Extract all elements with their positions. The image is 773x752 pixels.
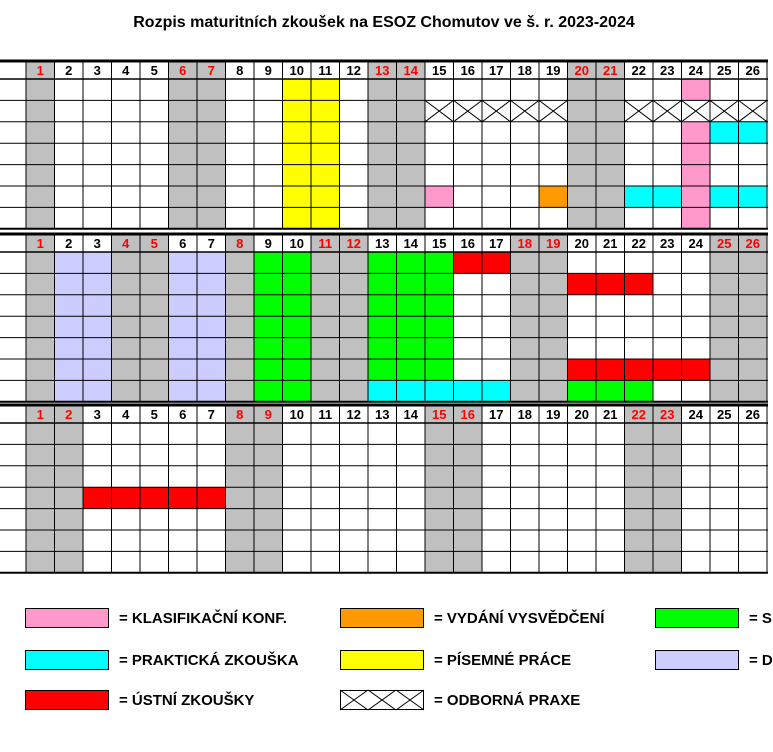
weekend-column [568, 61, 597, 229]
green-cell [283, 359, 312, 380]
prakticka-cell [482, 380, 511, 401]
day-number: 13 [375, 407, 390, 422]
pisemne-cell [311, 186, 340, 207]
green-cell [425, 252, 454, 273]
day-number: 5 [150, 63, 158, 78]
day-number: 19 [546, 63, 561, 78]
day-number: 3 [93, 407, 101, 422]
green-cell [254, 359, 283, 380]
prakticka-cell [454, 380, 483, 401]
lavender-cell [83, 252, 112, 273]
day-number: 23 [660, 63, 675, 78]
legend-swatch [655, 650, 739, 670]
green-cell [254, 316, 283, 337]
lavender-cell [169, 316, 198, 337]
day-number: 12 [346, 407, 361, 422]
lavender-cell [169, 273, 198, 294]
green-cell [568, 380, 597, 401]
green-cell [368, 316, 397, 337]
day-number: 4 [122, 236, 130, 251]
green-cell [283, 295, 312, 316]
lavender-cell [83, 295, 112, 316]
day-number: 24 [688, 63, 703, 78]
legend-item-vydani [340, 608, 660, 630]
lavender-cell [55, 295, 84, 316]
day-number: 17 [489, 236, 504, 251]
pisemne-cell [283, 143, 312, 164]
day-number: 1 [36, 407, 44, 422]
lavender-cell [169, 359, 198, 380]
klasifikacni-cell [682, 165, 711, 186]
green-cell [425, 316, 454, 337]
lavender-cell [197, 273, 226, 294]
green-cell [283, 316, 312, 337]
day-number: 11 [318, 63, 333, 78]
day-number: 24 [688, 407, 703, 422]
pisemne-cell [283, 100, 312, 121]
day-number: 6 [179, 63, 187, 78]
pisemne-cell [283, 122, 312, 143]
pisemne-cell [311, 122, 340, 143]
pisemne-cell [283, 186, 312, 207]
day-number: 2 [65, 63, 73, 78]
green-cell [625, 380, 654, 401]
ustni-cell [568, 359, 597, 380]
green-cell [283, 380, 312, 401]
green-cell [397, 338, 426, 359]
lavender-cell [55, 316, 84, 337]
green-cell [254, 295, 283, 316]
klasifikacni-cell [682, 79, 711, 100]
klasifikacni-cell [682, 143, 711, 164]
weekend-column [625, 405, 654, 573]
weekend-column [112, 234, 141, 402]
green-cell [397, 316, 426, 337]
day-number: 8 [236, 63, 244, 78]
day-number: 16 [460, 407, 475, 422]
legend-item-lavender [655, 650, 773, 672]
green-cell [368, 252, 397, 273]
day-number: 9 [264, 407, 272, 422]
day-number: 25 [717, 236, 732, 251]
lavender-cell [197, 338, 226, 359]
day-number: 22 [631, 236, 646, 251]
legend-swatch [340, 608, 424, 628]
ustni-cell [653, 359, 682, 380]
ustni-cell [625, 359, 654, 380]
prakticka-cell [739, 186, 768, 207]
weekend-column [197, 61, 226, 229]
lavender-cell [55, 359, 84, 380]
day-number: 23 [660, 407, 675, 422]
lavender-cell [55, 252, 84, 273]
lavender-cell [197, 359, 226, 380]
day-number: 19 [546, 236, 561, 251]
weekend-column [539, 234, 568, 402]
day-number: 22 [631, 63, 646, 78]
day-number: 21 [603, 407, 618, 422]
legend-item-ustni [25, 690, 345, 712]
lavender-cell [83, 380, 112, 401]
day-number: 6 [179, 236, 187, 251]
day-number: 4 [122, 407, 130, 422]
green-cell [596, 380, 625, 401]
legend-item-green [655, 608, 772, 630]
day-number: 7 [207, 63, 215, 78]
day-number: 17 [489, 63, 504, 78]
legend-swatch [340, 650, 424, 670]
legend-item-prakticka [25, 650, 345, 672]
legend-label: = PÍSEMNÉ PRÁCE [434, 652, 572, 669]
ustni-cell [482, 252, 511, 273]
green-cell [425, 295, 454, 316]
weekend-column [596, 61, 625, 229]
day-number: 22 [631, 407, 646, 422]
day-number: 6 [179, 407, 187, 422]
day-number: 1 [36, 236, 44, 251]
prakticka-cell [710, 122, 739, 143]
day-number: 14 [403, 63, 418, 78]
lavender-cell [55, 273, 84, 294]
klasifikacni-cell [682, 207, 711, 228]
lavender-cell [197, 316, 226, 337]
day-number: 13 [375, 236, 390, 251]
legend-swatch [25, 608, 109, 628]
prakticka-cell [625, 186, 654, 207]
day-number: 8 [236, 236, 244, 251]
pisemne-cell [311, 143, 340, 164]
day-number: 19 [546, 407, 561, 422]
ustni-cell [682, 359, 711, 380]
day-number: 3 [93, 63, 101, 78]
day-number: 18 [517, 63, 532, 78]
legend-swatch [25, 650, 109, 670]
pisemne-cell [311, 207, 340, 228]
day-number: 20 [574, 63, 589, 78]
green-cell [254, 273, 283, 294]
prakticka-cell [710, 186, 739, 207]
legend-swatch [655, 608, 739, 628]
legend-label: = KLASIFIKAČNÍ KONF. [119, 610, 287, 627]
klasifikacni-cell [425, 186, 454, 207]
day-number: 25 [717, 407, 732, 422]
day-number: 7 [207, 236, 215, 251]
weekend-column [169, 61, 198, 229]
weekend-column [368, 61, 397, 229]
day-number: 15 [432, 236, 447, 251]
weekend-column [511, 234, 540, 402]
green-cell [254, 252, 283, 273]
day-number: 21 [603, 236, 618, 251]
day-number: 26 [745, 407, 760, 422]
day-number: 11 [318, 236, 333, 251]
day-number: 24 [688, 236, 703, 251]
prakticka-cell [368, 380, 397, 401]
day-number: 2 [65, 407, 73, 422]
lavender-cell [55, 380, 84, 401]
weekend-column [340, 234, 369, 402]
day-number: 14 [403, 236, 418, 251]
day-number: 20 [574, 236, 589, 251]
weekend-column [26, 61, 55, 229]
lavender-cell [197, 252, 226, 273]
legend-item-odborna [340, 690, 660, 712]
green-cell [397, 359, 426, 380]
lavender-cell [83, 273, 112, 294]
legend-swatch-crosshatch [340, 690, 424, 710]
ustni-cell [454, 252, 483, 273]
green-cell [254, 380, 283, 401]
prakticka-cell [425, 380, 454, 401]
pisemne-cell [283, 165, 312, 186]
day-number: 10 [289, 63, 304, 78]
legend-label: = ODBORNÁ PRAXE [434, 692, 581, 709]
day-number: 18 [517, 236, 532, 251]
weekend-column [710, 234, 739, 402]
prakticka-cell [653, 186, 682, 207]
ustni-cell [568, 273, 597, 294]
day-number: 13 [375, 63, 390, 78]
ustni-cell [596, 273, 625, 294]
green-cell [397, 273, 426, 294]
day-number: 15 [432, 63, 447, 78]
green-cell [425, 338, 454, 359]
day-number: 11 [318, 407, 333, 422]
day-number: 2 [65, 236, 73, 251]
weekend-column [653, 405, 682, 573]
legend-label: = ÚSTNÍ ZKOUŠKY [119, 692, 255, 709]
day-number: 4 [122, 63, 130, 78]
lavender-cell [169, 295, 198, 316]
lavender-cell [169, 252, 198, 273]
lavender-cell [197, 380, 226, 401]
pisemne-cell [311, 100, 340, 121]
day-number: 7 [207, 407, 215, 422]
ustni-cell [140, 487, 169, 508]
green-cell [425, 359, 454, 380]
day-number: 10 [289, 407, 304, 422]
green-cell [368, 273, 397, 294]
ustni-cell [625, 273, 654, 294]
ustni-cell [169, 487, 198, 508]
weekend-column [397, 61, 426, 229]
green-cell [425, 273, 454, 294]
weekend-column [254, 405, 283, 573]
day-number: 20 [574, 407, 589, 422]
weekend-column [454, 405, 483, 573]
lavender-cell [83, 316, 112, 337]
legend-label: = VYDÁNÍ VYSVĚDČENÍ [434, 610, 605, 627]
legend-item-klasifikacni [25, 608, 345, 630]
lavender-cell [83, 338, 112, 359]
day-number: 12 [346, 63, 361, 78]
weekend-column [226, 405, 255, 573]
legend-swatch [25, 690, 109, 710]
green-cell [283, 252, 312, 273]
pisemne-cell [283, 79, 312, 100]
weekend-column [311, 234, 340, 402]
green-cell [397, 295, 426, 316]
legend-item-pisemne [340, 650, 660, 672]
weekend-column [226, 234, 255, 402]
day-number: 21 [603, 63, 618, 78]
lavender-cell [83, 359, 112, 380]
weekend-column [26, 234, 55, 402]
green-cell [368, 295, 397, 316]
day-number: 14 [403, 407, 418, 422]
green-cell [283, 273, 312, 294]
green-cell [368, 338, 397, 359]
weekend-column [26, 405, 55, 573]
legend-label: = S [749, 610, 772, 627]
lavender-cell [55, 338, 84, 359]
vydani-cell [539, 186, 568, 207]
green-cell [397, 252, 426, 273]
klasifikacni-cell [682, 186, 711, 207]
pisemne-cell [311, 79, 340, 100]
legend-label: = D [749, 652, 773, 669]
day-number: 26 [745, 63, 760, 78]
day-number: 5 [150, 407, 158, 422]
lavender-cell [197, 295, 226, 316]
day-number: 26 [745, 236, 760, 251]
ustni-cell [112, 487, 141, 508]
ustni-cell [197, 487, 226, 508]
day-number: 23 [660, 236, 675, 251]
day-number: 9 [264, 236, 272, 251]
ustni-cell [83, 487, 112, 508]
weekend-column [140, 234, 169, 402]
weekend-column [739, 234, 768, 402]
day-number: 15 [432, 407, 447, 422]
day-number: 12 [346, 236, 361, 251]
legend-label: = PRAKTICKÁ ZKOUŠKA [119, 652, 299, 669]
day-number: 3 [93, 236, 101, 251]
weekend-column [55, 405, 84, 573]
day-number: 9 [264, 63, 272, 78]
page-title: Rozpis maturitních zkoušek na ESOZ Chomutov ve š. r. 2023-2024 [133, 14, 635, 31]
green-cell [368, 359, 397, 380]
weekend-column [425, 405, 454, 573]
day-number: 25 [717, 63, 732, 78]
lavender-cell [169, 380, 198, 401]
day-number: 1 [36, 63, 44, 78]
day-number: 17 [489, 407, 504, 422]
ustni-cell [596, 359, 625, 380]
day-number: 18 [517, 407, 532, 422]
lavender-cell [169, 338, 198, 359]
day-number: 5 [150, 236, 158, 251]
pisemne-cell [311, 165, 340, 186]
klasifikacni-cell [682, 122, 711, 143]
green-cell [283, 338, 312, 359]
day-number: 16 [460, 236, 475, 251]
pisemne-cell [283, 207, 312, 228]
day-number: 8 [236, 407, 244, 422]
prakticka-cell [739, 122, 768, 143]
day-number: 16 [460, 63, 475, 78]
day-number: 10 [289, 236, 304, 251]
green-cell [254, 338, 283, 359]
prakticka-cell [397, 380, 426, 401]
